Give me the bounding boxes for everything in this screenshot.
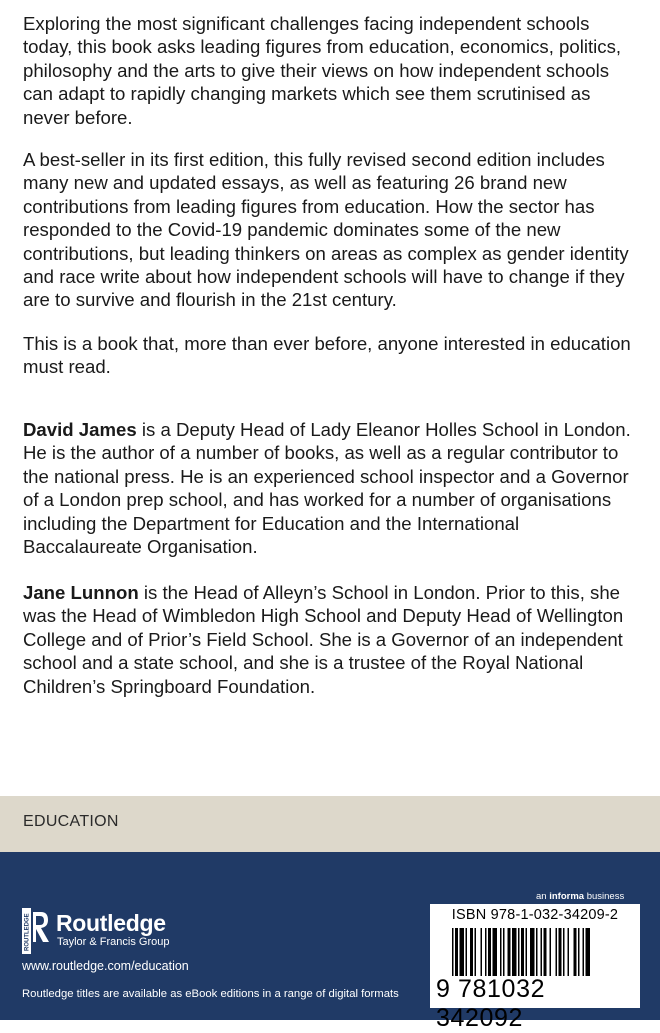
barcode-bar (559, 928, 562, 976)
barcode-bar (563, 928, 565, 976)
barcode-digits: 9 781032 342092 (436, 975, 546, 1032)
barcode-bar (541, 928, 543, 976)
publisher-name: Routledge (56, 910, 166, 936)
barcode-bar (470, 928, 473, 976)
barcode-bar (475, 928, 477, 976)
barcode-bar (583, 928, 585, 976)
barcode-bar (578, 928, 580, 976)
barcode-bar (460, 928, 465, 976)
subject-category: EDUCATION (23, 813, 119, 830)
barcode-bar (518, 928, 520, 976)
blurb-paragraph-3: This is a book that, more than ever before, anyone interested in education must read. (23, 333, 631, 378)
author-bio-text: is a Deputy Head of Lady Eleanor Holles School in London. He is the author of a number of books, as well as a regular contributor to the national press. He is an experienced school inspector and a Governor of a London prep school, and has worked for a number of organisations including the Department for Education and the International Baccalaureate Organisation. (23, 419, 631, 558)
barcode-bar (493, 928, 498, 976)
blurb-paragraph-1: Exploring the most significant challenges facing independent schools today, this book asks leading figures from education, economics, politics, philosophy and the arts to give their views on how independent schools can adapt to rapidly changing markets which see them scrutinised as never before. (23, 13, 622, 128)
blurb-paragraph-2: A best-seller in its first edition, this fully revised second edition includes many new and updated essays, as well as featuring 26 brand new contributions from leading figures from education. How the sector has responded to the Covid-19 pandemic dominates some of the new contributions, but leading thinkers on areas as complex as gender identity and race write about how independent schools will have to change if they are to survive and flourish in the 21st century. (23, 149, 629, 311)
author-name: David James (23, 419, 137, 440)
barcode-bar (526, 928, 528, 976)
author-bio-text: is the Head of Alleyn’s School in London. Prior to this, she was the Head of Wimbledon High School and Deputy Head of Wellington College and of Prior’s Field School. She is a Governor of an independent school and a state school, and she is a trustee of the Royal National Children’s Springboard Foundation. (23, 582, 624, 697)
isbn-barcode (430, 904, 640, 1032)
barcode-bar (503, 928, 505, 976)
publisher-footer (0, 852, 660, 1032)
barcode-bar (485, 928, 487, 976)
barcode-bar (574, 928, 577, 976)
barcode-bar (488, 928, 491, 976)
barcode-bars-icon (452, 928, 632, 978)
publisher-group: Taylor & Francis Group (57, 936, 170, 948)
barcode-bar (536, 928, 538, 976)
barcode-bar (508, 928, 511, 976)
barcode-bar (512, 928, 517, 976)
barcode-bar (530, 928, 535, 976)
barcode-bar (500, 928, 502, 976)
barcode-bar (550, 928, 552, 976)
routledge-logo-icon (22, 908, 50, 954)
author-bio-david-james (23, 418, 633, 558)
author-bio-jane-lunnon (23, 581, 633, 698)
logo-spine-text: ROUTLEDGE (24, 913, 31, 951)
barcode-bar (466, 928, 468, 976)
barcode-bar (455, 928, 458, 976)
barcode-bar (481, 928, 483, 976)
barcode-bar (521, 928, 524, 976)
informa-business-tag: an informa business (536, 891, 625, 902)
barcode-bar (568, 928, 570, 976)
publisher-website-link[interactable]: www.routledge.com/education (22, 959, 189, 973)
subject-band (0, 796, 660, 852)
barcode-bar (544, 928, 547, 976)
isbn-number: ISBN 978-1-032-34209-2 (451, 907, 619, 923)
author-name: Jane Lunnon (23, 582, 139, 603)
barcode-bar (556, 928, 558, 976)
ebook-note: Routledge titles are available as eBook editions in a range of digital formats (22, 988, 399, 1000)
barcode-bar (452, 928, 454, 976)
barcode-bar (586, 928, 591, 976)
